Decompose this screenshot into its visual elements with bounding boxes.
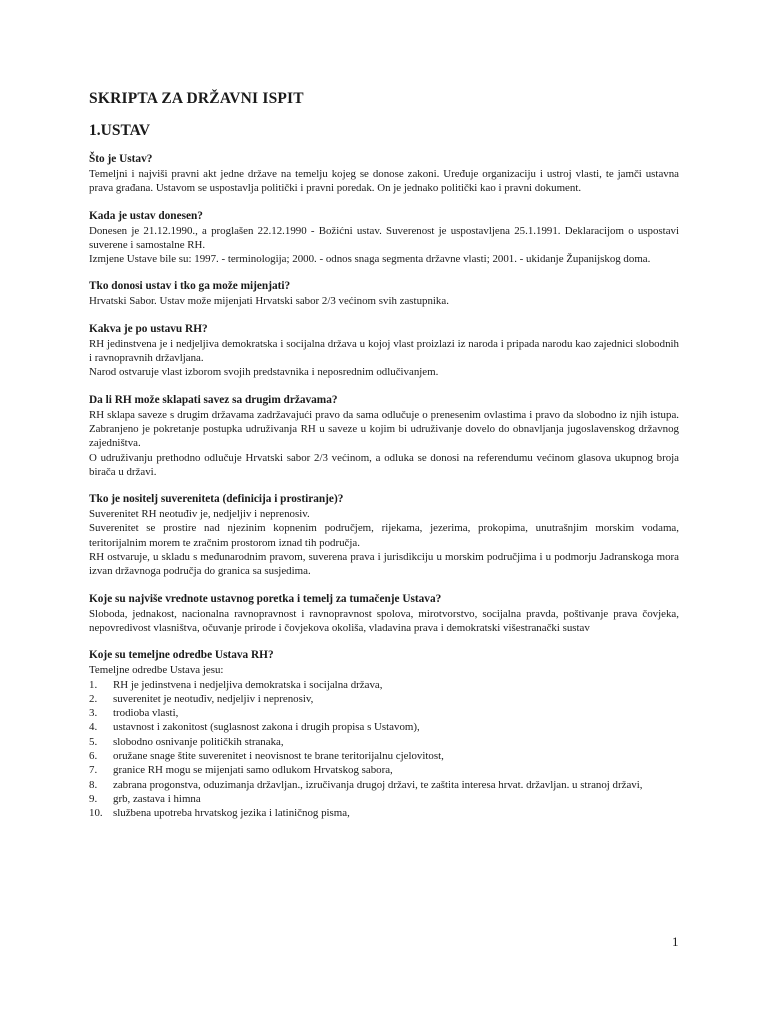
- list-number: 1.: [89, 678, 98, 691]
- section-answer: Donesen je 21.12.1990., a proglašen 22.12.1990 - Božićni ustav. Suverenost je uspostavljena 25.1.1991. Deklaracijom o uspostavi suverene i samostalne RH.: [89, 224, 679, 251]
- list-number: 5.: [89, 735, 98, 748]
- section-answer: Temeljne odredbe Ustava jesu:: [89, 664, 224, 677]
- page-number: 1: [672, 934, 679, 949]
- list-number: 3.: [89, 707, 98, 720]
- chapter-title: 1.USTAV: [89, 122, 151, 139]
- list-text: službena upotreba hrvatskog jezika i latiničnog pisma,: [113, 807, 350, 820]
- section-najvise-vrednote: [89, 592, 679, 636]
- section-answer: RH sklapa saveze s drugim državama zadržavajući pravo da sama odlučuje o prenesenim ovlastima i pravo da slobodno iz njih istupa. Zabranjeno je pokretanje postupka udruživanja RH u saveze u kojim bi udruživanje dovelo do obnavljanja jugoslavenskog državnog zajedništva.: [89, 408, 679, 450]
- section-answer: Izmjene Ustave bile su: 1997. - terminologija; 2000. - odnos snaga segmenta državne vlasti; 2001. - ukidanje Županijskog doma.: [89, 253, 651, 266]
- section-answer: Suverenitet RH neotuđiv je, nedjeljiv i neprenosiv.: [89, 508, 310, 521]
- section-question: Tko je nositelj suvereniteta (definicija i prostiranje)?: [89, 493, 344, 506]
- section-answer: RH ostvaruje, u skladu s međunarodnim pravom, suverena prava i jurisdikciju u morskim područjima i u podmorju Jadranskoga mora izvan državnoga područja do granica sa susjedima.: [89, 551, 679, 578]
- list-text: grb, zastava i himna: [113, 792, 201, 805]
- section-kakva-je-rh: [89, 322, 679, 380]
- list-number: 10.: [89, 807, 103, 820]
- section-question: Kada je ustav donesen?: [89, 209, 203, 222]
- section-savez-s-drugim-drzavama: [89, 393, 679, 479]
- list-item: [89, 678, 679, 692]
- section-kada-je-ustav-donesen: [89, 209, 679, 267]
- list-item: [89, 720, 679, 734]
- list-text: granice RH mogu se mijenjati samo odlukom Hrvatskog sabora,: [113, 764, 393, 777]
- section-answer: Hrvatski Sabor. Ustav može mijenjati Hrvatski sabor 2/3 većinom svih zastupnika.: [89, 295, 449, 308]
- list-item: [89, 778, 679, 792]
- section-answer: Suverenitet se prostire nad njezinim kopnenim područjem, rijekama, jezerima, prokopima, unutrašnjim morskim vodama, teritorijalnim morem te zračnim prostorom iznad tih područja.: [89, 522, 679, 549]
- section-nositelj-suvereniteta: [89, 492, 679, 578]
- section-question: Kakva je po ustavu RH?: [89, 322, 208, 335]
- list-item: [89, 806, 679, 820]
- list-text: zabrana progonstva, oduzimanja državljan., izručivanja drugoj državi, te zaštita interesa hrvat. državljan. u stranoj državi,: [113, 778, 643, 791]
- section-answer: Narod ostvaruje vlast izborom svojih predstavnika i neposrednim odlučivanjem.: [89, 366, 439, 379]
- section-answer: RH jedinstvena je i nedjeljiva demokratska i socijalna država u kojoj vlast proizlazi iz naroda i pripada narodu kao zajednici slobodnih i ravnopravnih državljana.: [89, 337, 679, 365]
- section-answer: Sloboda, jednakost, nacionalna ravnopravnost i ravnopravnost spolova, mirotvorstvo, socijalna pravda, poštivanje prava čovjeka, nepovredivost vlasništva, očuvanje prirode i čovjekova okoliša, vladavina prava i demokratski višestranački sustav: [89, 607, 679, 634]
- document-body: [89, 152, 679, 834]
- list-item: [89, 706, 679, 720]
- list-number: 6.: [89, 750, 98, 763]
- section-question: Koje su temeljne odredbe Ustava RH?: [89, 649, 274, 662]
- list-text: RH je jedinstvena i nedjeljiva demokratska i socijalna država,: [113, 678, 383, 691]
- section-question: Koje su najviše vrednote ustavnog poretka i temelj za tumačenje Ustava?: [89, 592, 442, 605]
- section-tko-donosi-ustav: [89, 279, 679, 308]
- section-temeljne-odredbe: [89, 648, 679, 820]
- list-item: [89, 749, 679, 763]
- section-question: Da li RH može sklapati savez sa drugim državama?: [89, 393, 338, 406]
- list-item: [89, 692, 679, 706]
- section-sto-je-ustav: [89, 152, 679, 196]
- provisions-list: [89, 678, 679, 821]
- list-number: 8.: [89, 778, 98, 791]
- list-number: 7.: [89, 764, 98, 777]
- document-title: SKRIPTA ZA DRŽAVNI ISPIT: [89, 90, 304, 107]
- list-item: [89, 763, 679, 777]
- section-question: Što je Ustav?: [89, 153, 153, 165]
- list-number: 9.: [89, 792, 98, 805]
- list-item: [89, 735, 679, 749]
- list-text: trodioba vlasti,: [113, 707, 179, 720]
- list-text: suverenitet je neotuđiv, nedjeljiv i neprenosiv,: [113, 692, 314, 705]
- section-answer: Temeljni i najviši pravni akt jedne države na temelju kojeg se donose zakoni. Uređuje organizaciju i ustroj vlasti, te jamči ustavna prava građana. Ustavom se uspostavlja politički i pravni poredak. On je jednako politički kao i pravni dokument.: [89, 168, 679, 195]
- list-text: ustavnost i zakonitost (suglasnost zakona i drugih propisa s Ustavom),: [113, 721, 420, 734]
- section-answer: O udruživanju prethodno odlučuje Hrvatski sabor 2/3 većinom, a odluka se donosi na referendumu većinom glasova ukupnog broja birača u državi.: [89, 451, 679, 478]
- list-text: slobodno osnivanje političkih stranaka,: [113, 735, 284, 748]
- list-number: 4.: [89, 721, 98, 734]
- section-question: Tko donosi ustav i tko ga može mijenjati?: [89, 280, 291, 293]
- list-number: 2.: [89, 692, 98, 705]
- list-item: [89, 792, 679, 806]
- list-text: oružane snage štite suverenitet i neovisnost te brane teritorijalnu cjelovitost,: [113, 750, 444, 763]
